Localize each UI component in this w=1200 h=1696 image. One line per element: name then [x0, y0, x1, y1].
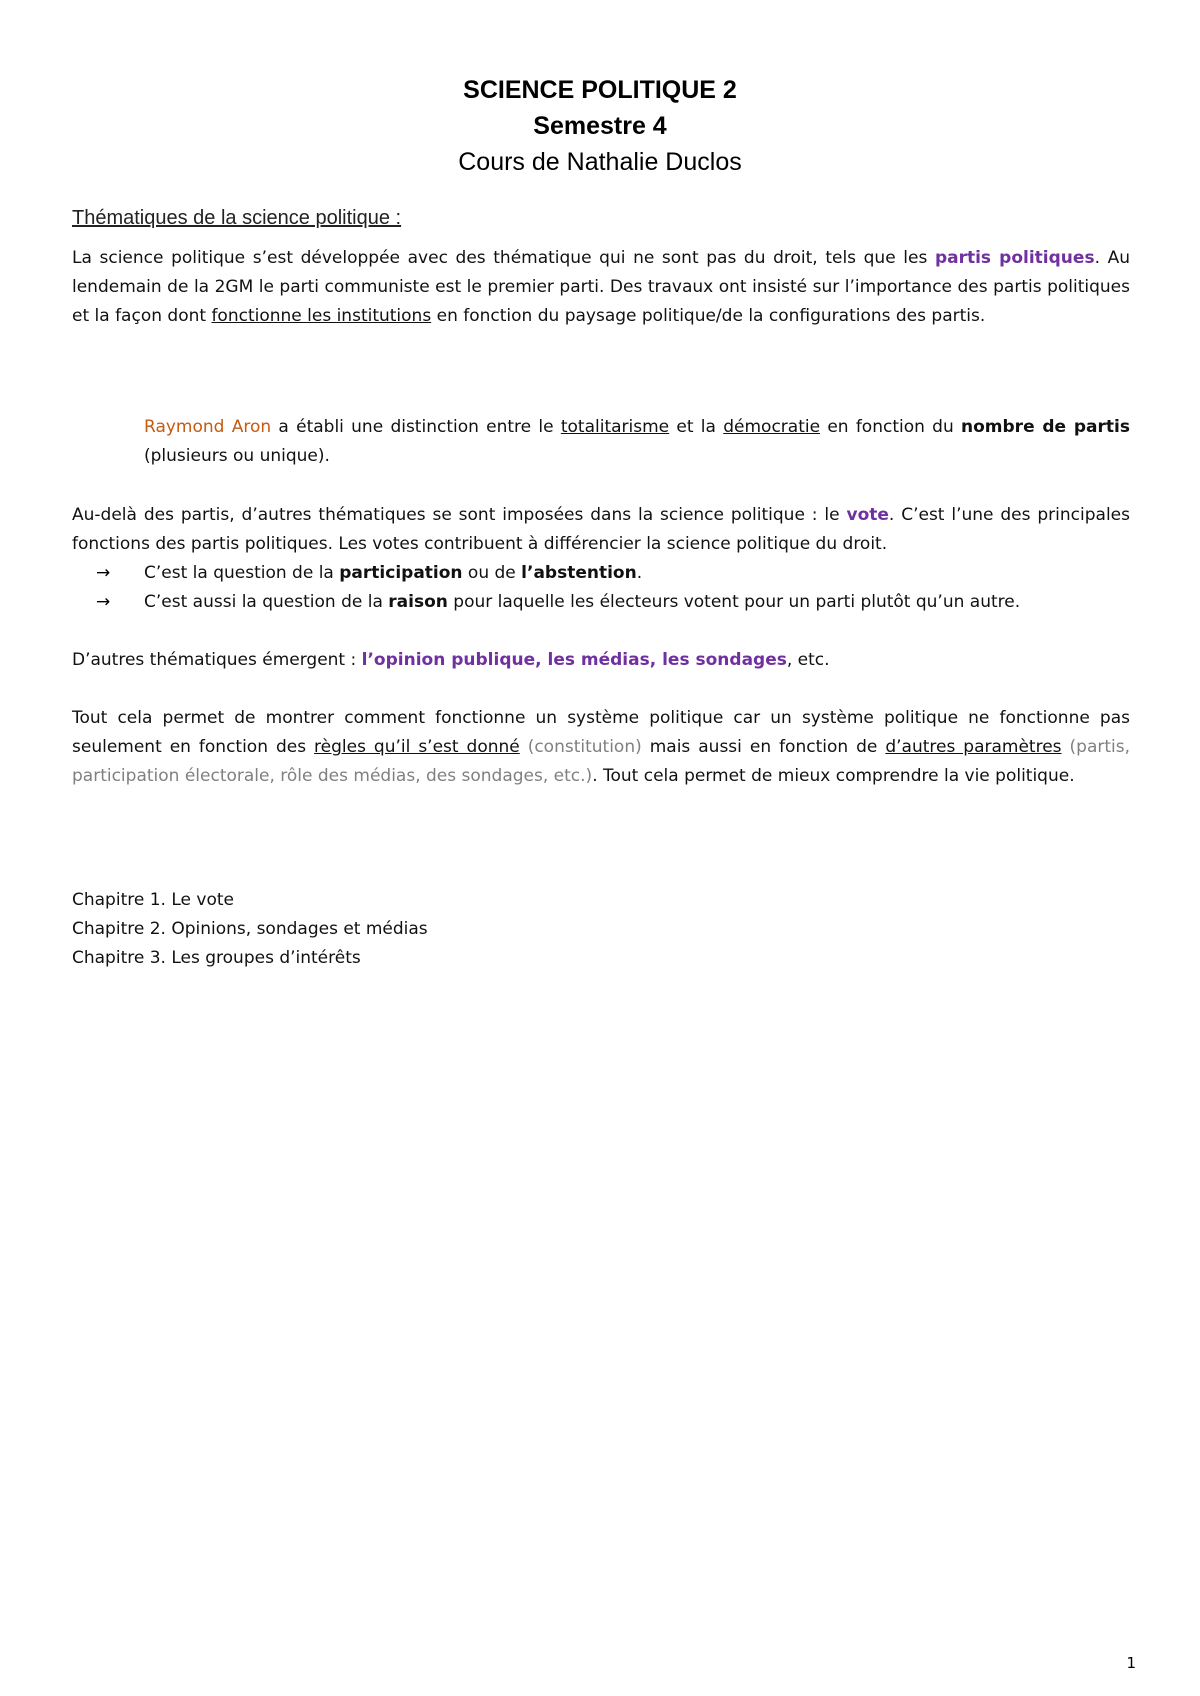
text-run: (plusieurs ou unique).	[144, 446, 330, 466]
text-run: en fonction du	[820, 417, 962, 437]
course-label: Cours de Nathalie Duclos	[458, 148, 742, 176]
text-run: La science politique s’est développée avec des thématique qui ne sont pas du droit, tels que les	[72, 248, 935, 268]
chapter-list	[72, 886, 428, 973]
underline-totalitarisme: totalitarisme	[560, 417, 670, 437]
arrow-icon: →	[96, 592, 111, 612]
paragraph-parties	[72, 244, 1130, 331]
text-run: .	[636, 563, 643, 583]
underline-democratie: démocratie	[723, 417, 821, 437]
text-run: pour laquelle les électeurs votent pour un parti plutôt qu’un autre.	[447, 592, 1021, 612]
grey-parametres-list: (partis, participation électorale, rôle des médias, des sondages, etc.)	[72, 737, 1130, 786]
text-run: . Au lendemain de la 2GM le parti communiste est le premier parti. Des travaux ont insisté sur l’importance des partis politiques et la façon dont	[72, 248, 1130, 326]
chapter-item: Chapitre 3. Les groupes d’intérêts	[72, 948, 361, 968]
text-run: D’autres thématiques émergent :	[72, 650, 362, 670]
underline-institutions: fonctionne les institutions	[211, 306, 432, 326]
paragraph-aron	[144, 413, 1130, 471]
chapter-item: Chapitre 2. Opinions, sondages et médias	[72, 919, 428, 939]
highlight-partis-politiques: partis politiques	[934, 248, 1095, 268]
paragraph-systeme	[72, 704, 1130, 791]
section-heading: Thématiques de la science politique :	[72, 207, 402, 229]
grey-constitution: (constitution)	[519, 737, 642, 757]
text-run: en fonction du paysage politique/de la configurations des partis.	[431, 306, 986, 326]
bullet-raison	[144, 588, 1020, 617]
text-run: Tout cela permet de montrer comment fonctionne un système politique car un système politique ne fonctionne pas seulement en fonction des	[72, 708, 1130, 757]
text-run: C’est aussi la question de la	[144, 592, 389, 612]
author-name: Raymond Aron	[144, 417, 272, 437]
text-run: , etc.	[786, 650, 830, 670]
bold-raison: raison	[388, 592, 448, 612]
paragraph-opinion	[72, 646, 1130, 675]
title-block	[0, 72, 1200, 180]
underline-autres-parametres: d’autres paramètres	[885, 737, 1062, 757]
paragraph-vote	[72, 501, 1130, 559]
text-run: et la	[669, 417, 724, 437]
text-run: a établi une distinction entre le	[271, 417, 561, 437]
text-run: Au-delà des partis, d’autres thématiques se sont imposées dans la science politique : le	[72, 505, 847, 525]
text-run: ou de	[462, 563, 522, 583]
text-run: C’est la question de la	[144, 563, 340, 583]
page-number: 1	[1126, 1654, 1136, 1672]
bold-abstention: l’abstention	[521, 563, 637, 583]
text-run: mais aussi en fonction de	[641, 737, 886, 757]
highlight-vote: vote	[846, 505, 889, 525]
bold-participation: participation	[339, 563, 463, 583]
bold-nombre-de-partis: nombre de partis	[961, 417, 1130, 437]
chapter-item: Chapitre 1. Le vote	[72, 890, 234, 910]
bullet-participation	[144, 559, 642, 588]
underline-regles: règles qu’il s’est donné	[314, 737, 520, 757]
semester-label: Semestre 4	[533, 112, 667, 140]
document-title: SCIENCE POLITIQUE 2	[463, 76, 737, 104]
text-run: . C’est l’une des principales fonctions des partis politiques. Les votes contribuent à différencier la science politique du droit.	[72, 505, 1130, 554]
text-run: . Tout cela permet de mieux comprendre la vie politique.	[592, 766, 1075, 786]
arrow-icon: →	[96, 563, 111, 583]
highlight-opinion: l’opinion publique, les médias, les sondages	[361, 650, 787, 670]
